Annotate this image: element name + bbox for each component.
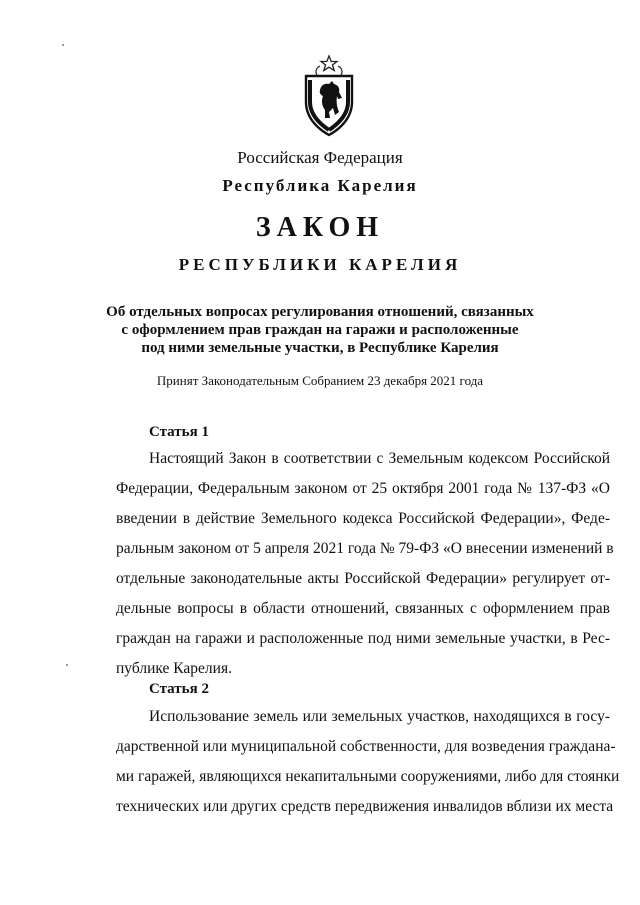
text-line: ральным законом от 5 апреля 2021 года № 79-ФЗ «О внесении изменений в xyxy=(116,540,614,557)
text-line: Федерации, Федеральным законом от 25 октября 2001 года № 137-ФЗ «О xyxy=(116,480,610,497)
text-line: дарственной или муниципальной собственности, для возведения граждана- xyxy=(116,738,616,755)
article-2-heading: Статья 2 xyxy=(149,681,209,697)
karelia-coat-of-arms-icon xyxy=(296,54,362,138)
country-name: Российская Федерация xyxy=(237,148,403,167)
law-name-line: Об отдельных вопросах регулирования отношений, связанных xyxy=(106,304,534,320)
law-name-line: с оформлением прав граждан на гаражи и расположенные xyxy=(121,322,519,338)
adoption-note: Принят Законодательным Собранием 23 декабря 2021 года xyxy=(156,373,484,388)
law-name-line: под ними земельные участки, в Республике Карелия xyxy=(141,340,499,356)
text-line: введении в действие Земельного кодекса Российской Федерации», Феде- xyxy=(116,510,610,527)
law-title: ЗАКОН xyxy=(255,212,385,243)
scan-speck xyxy=(62,44,64,46)
republic-name: Республика Карелия xyxy=(222,176,418,195)
article-1-heading: Статья 1 xyxy=(149,424,209,440)
article-1-text xyxy=(116,444,614,684)
text-line: отдельные законодательные акты Российской Федерации» регулирует от- xyxy=(116,570,610,587)
text-line: технических или других средств передвижения инвалидов вблизи их места xyxy=(116,798,614,815)
scan-speck xyxy=(66,664,68,666)
law-name xyxy=(0,303,640,357)
law-subtitle: РЕСПУБЛИКИ КАРЕЛИЯ xyxy=(178,255,462,274)
text-line: дельные вопросы в области отношений, связанных с оформлением прав xyxy=(116,600,610,617)
text-line: ми гаражей, являющихся некапитальными сооружениями, либо для стоянки xyxy=(116,768,620,785)
text-line: Использование земель или земельных участков, находящихся в госу- xyxy=(149,708,610,725)
text-line: публике Карелия. xyxy=(116,660,232,677)
text-line: граждан на гаражи и расположенные под ними земельные участки, в Рес- xyxy=(116,630,610,647)
text-line: Настоящий Закон в соответствии с Земельным кодексом Российской xyxy=(149,450,610,467)
article-2-text xyxy=(116,702,620,822)
